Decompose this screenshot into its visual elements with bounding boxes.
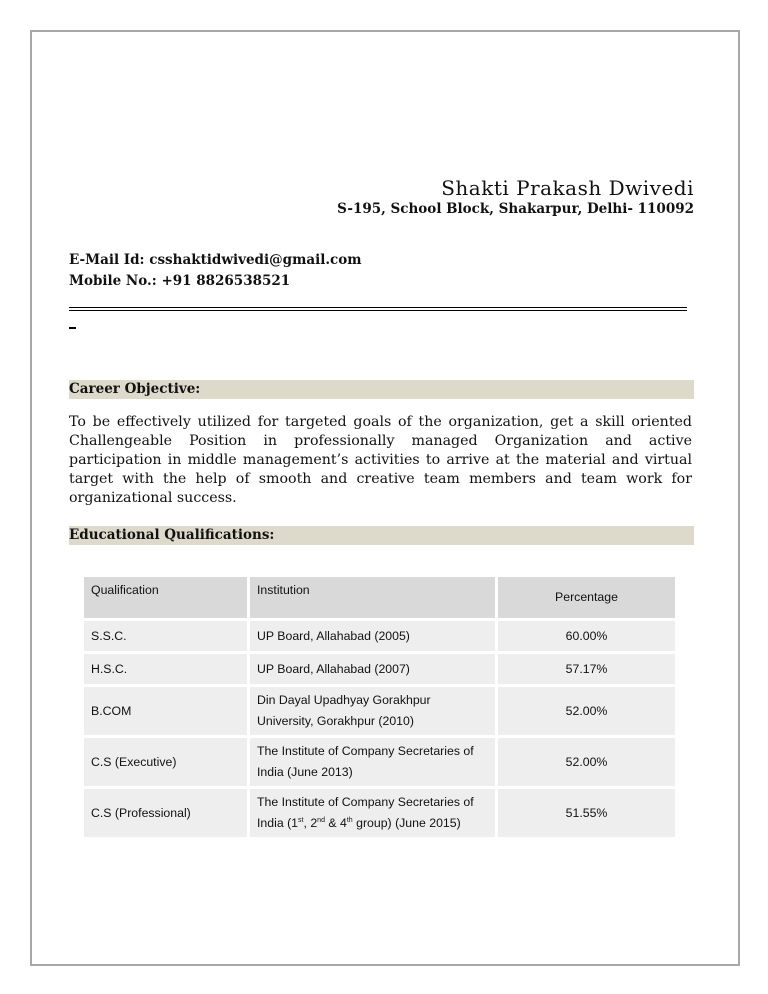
- email-value: csshaktidwivedi@gmail.com: [149, 252, 362, 268]
- institution-cell: The Institute of Company Secretaries of India (June 2013): [250, 738, 495, 786]
- table-row: [84, 789, 675, 837]
- institution-text: & 4: [324, 816, 347, 830]
- qualification-cell: H.S.C.: [84, 654, 247, 684]
- header-divider-bottom: [69, 310, 687, 311]
- table-row: [84, 687, 675, 735]
- percentage-cell: 57.17%: [498, 654, 675, 684]
- education-table: [81, 574, 678, 840]
- table-header-row: [84, 577, 675, 618]
- institution-cell: Din Dayal Upadhyay Gorakhpur University, Gorakhpur (2010): [250, 687, 495, 735]
- candidate-name: Shakti Prakash Dwivedi: [441, 176, 694, 200]
- table-row: [84, 621, 675, 651]
- header-divider-top: [69, 307, 687, 308]
- email-line: [69, 252, 362, 268]
- career-objective-text: To be effectively utilized for targeted goals of the organization, get a skill oriented Challengeable Position in professionally managed Organization and active participation in middle management’s activities to arrive at the material and virtual target with the help of smooth and creative team members and team work for organizational success.: [69, 414, 692, 506]
- qualification-cell: C.S (Executive): [84, 738, 247, 786]
- education-heading: Educational Qualifications:: [69, 527, 275, 543]
- email-label: E-Mail Id:: [69, 252, 145, 268]
- institution-cell: UP Board, Allahabad (2005): [250, 621, 495, 651]
- ordinal-suffix: th: [346, 817, 353, 824]
- table-row: [84, 738, 675, 786]
- institution-text: The Institute of Company Secretaries of India (1: [257, 795, 474, 830]
- career-heading: Career Objective:: [69, 381, 201, 397]
- mobile-label: Mobile No.:: [69, 273, 157, 289]
- institution-text: , 2: [303, 816, 318, 830]
- table-row: [84, 654, 675, 684]
- column-header-institution: Institution: [250, 577, 495, 618]
- divider-dash: [69, 327, 76, 329]
- column-header-qualification: Qualification: [84, 577, 247, 618]
- qualification-cell: B.COM: [84, 687, 247, 735]
- qualification-cell: C.S (Professional): [84, 789, 247, 837]
- percentage-cell: 51.55%: [498, 789, 675, 837]
- ordinal-suffix: st: [298, 817, 304, 824]
- institution-text: group) (June 2015): [352, 816, 461, 830]
- mobile-value: +91 8826538521: [161, 273, 291, 289]
- mobile-line: [69, 273, 290, 289]
- institution-cell: UP Board, Allahabad (2007): [250, 654, 495, 684]
- candidate-address: S-195, School Block, Shakarpur, Delhi- 110092: [337, 201, 694, 217]
- qualification-cell: S.S.C.: [84, 621, 247, 651]
- ordinal-suffix: nd: [317, 817, 325, 824]
- percentage-cell: 52.00%: [498, 687, 675, 735]
- column-header-percentage: Percentage: [498, 577, 675, 618]
- percentage-cell: 60.00%: [498, 621, 675, 651]
- institution-cell: [250, 789, 495, 837]
- percentage-cell: 52.00%: [498, 738, 675, 786]
